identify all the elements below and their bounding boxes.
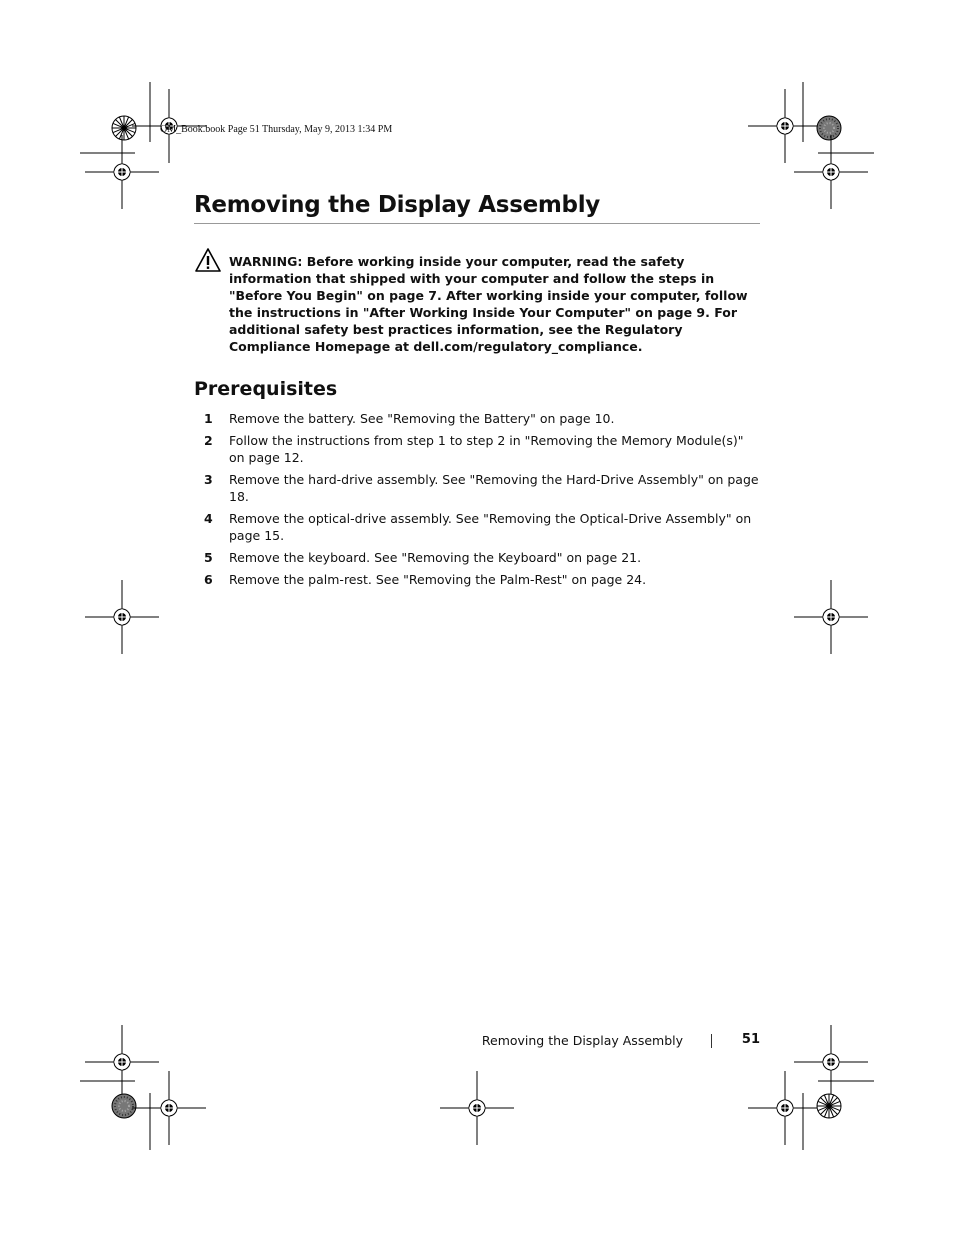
- title-rule: [194, 223, 760, 224]
- step-number: 6: [204, 572, 213, 587]
- step-number: 3: [204, 472, 213, 487]
- step-item: [194, 571, 760, 588]
- step-text: Remove the optical-drive assembly. See "Removing the Optical-Drive Assembly" on page 15.: [229, 511, 752, 543]
- step-text: Follow the instructions from step 1 to step 2 in "Removing the Memory Module(s)" on page 12.: [229, 433, 744, 465]
- page-title: Removing the Display Assembly: [194, 192, 600, 218]
- print-slug: OM_Book.book Page 51 Thursday, May 9, 2013 1:34 PM: [160, 124, 393, 135]
- step-item: [194, 410, 760, 427]
- step-text: Remove the battery. See "Removing the Battery" on page 10.: [229, 411, 615, 426]
- step-item: [194, 549, 760, 566]
- prerequisite-steps: [194, 410, 760, 593]
- footer-section-title: Removing the Display Assembly: [481, 1033, 683, 1048]
- step-number: 2: [204, 433, 213, 448]
- warning-triangle-icon: [194, 247, 222, 273]
- step-text: Remove the hard-drive assembly. See "Removing the Hard-Drive Assembly" on page 18.: [229, 472, 759, 504]
- step-item: [194, 471, 760, 505]
- step-number: 1: [204, 411, 213, 426]
- section-heading-prerequisites: Prerequisites: [194, 378, 338, 400]
- step-text: Remove the palm-rest. See "Removing the Palm-Rest" on page 24.: [229, 572, 647, 587]
- warning-text: WARNING: Before working inside your computer, read the safety information that shipped with your computer and follow the steps in "Before You Begin" on page 7. After working inside your computer, follow the instructions in "After Working Inside Your Computer" on page 9. For additional safety best practices information, see the Regulatory Compliance Homepage at dell.com/regulatory_compliance.: [229, 254, 748, 354]
- page-number: 51: [741, 1032, 760, 1047]
- step-item: [194, 510, 760, 544]
- step-text: Remove the keyboard. See "Removing the Keyboard" on page 21.: [229, 550, 642, 565]
- step-number: 4: [204, 511, 213, 526]
- step-number: 5: [204, 550, 213, 565]
- step-item: [194, 432, 760, 466]
